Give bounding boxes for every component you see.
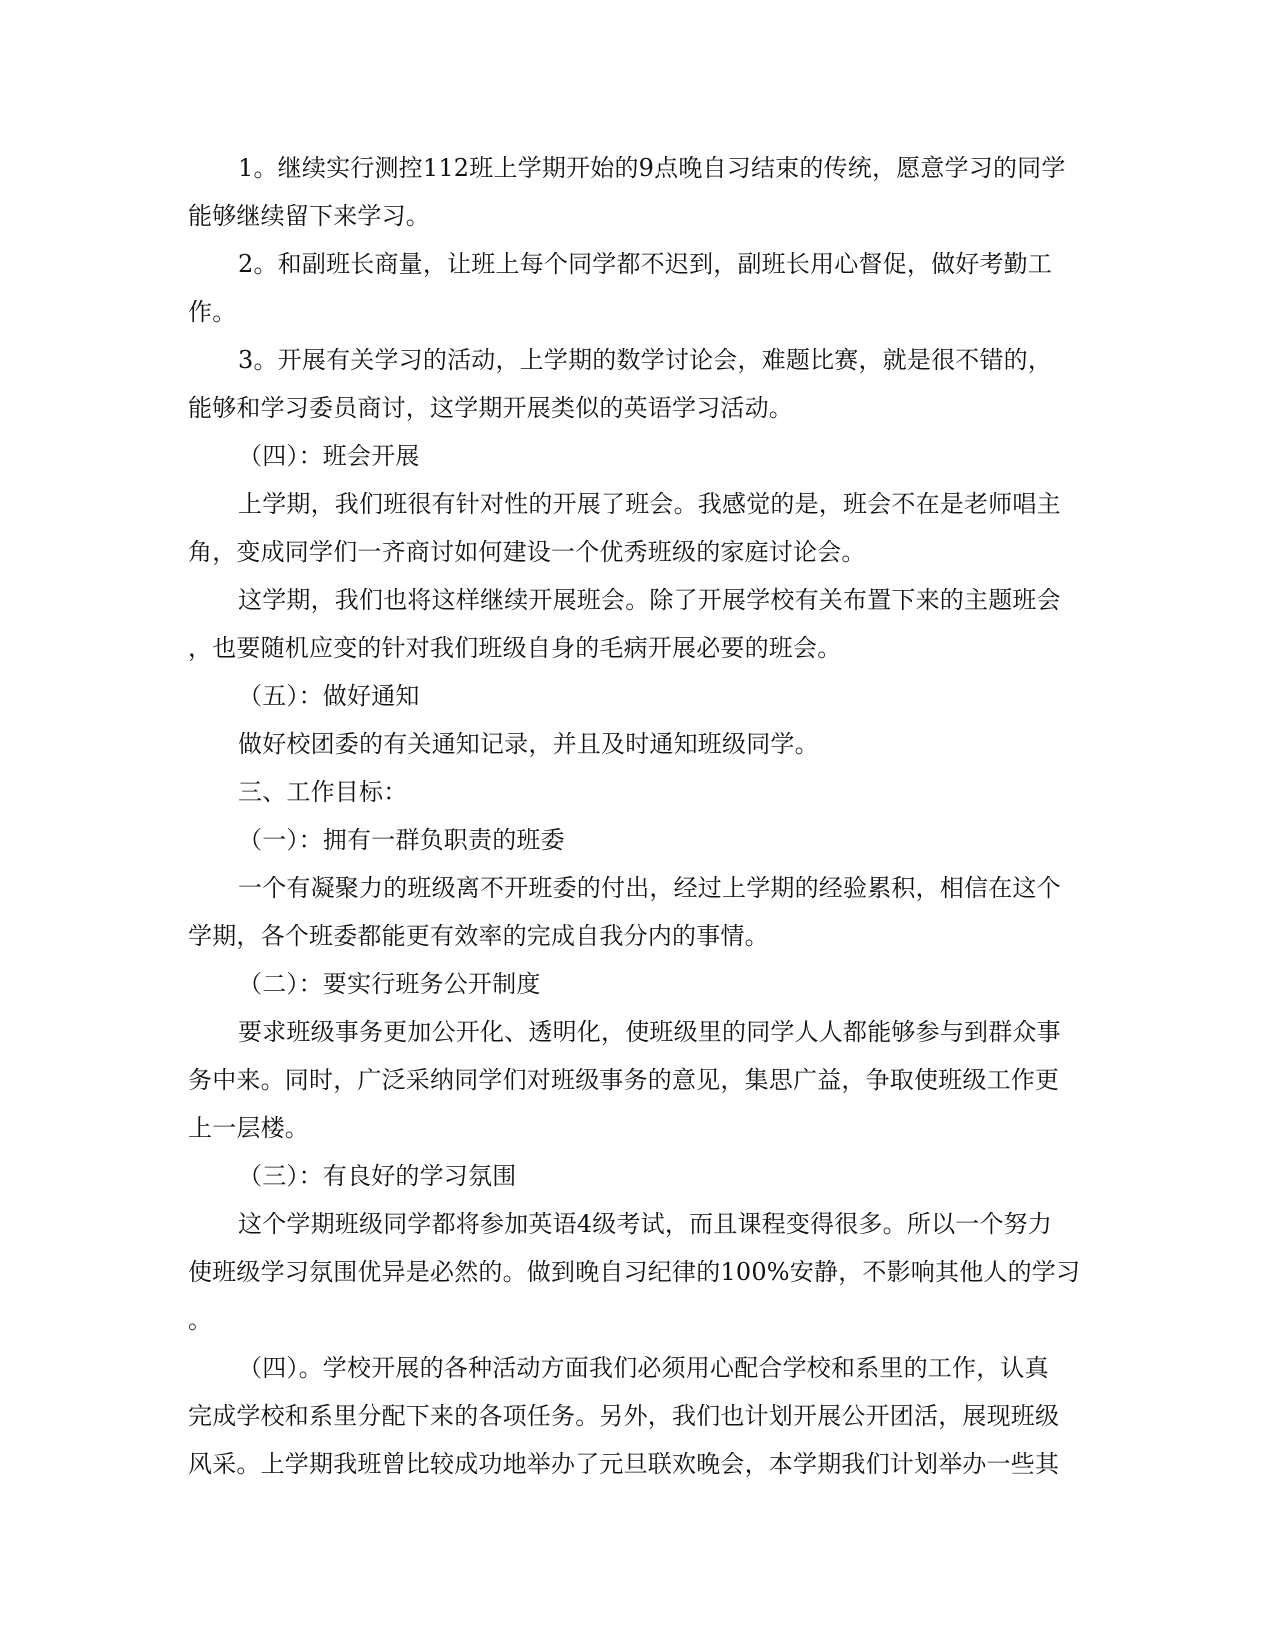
- text-line: （二）：要实行班务公开制度: [238, 970, 541, 998]
- text-line: 作。: [188, 298, 237, 326]
- text-line: 学期，各个班委都能更有效率的完成自我分内的事情。: [188, 922, 769, 950]
- text-line: ，也要随机应变的针对我们班级自身的毛病开展必要的班会。: [188, 634, 842, 662]
- text-line: 要求班级事务更加公开化、透明化，使班级里的同学人人都能够参与到群众事: [238, 1018, 1061, 1046]
- text-line: 。: [188, 1306, 213, 1334]
- text-line: 上一层楼。: [188, 1114, 309, 1142]
- text-line: （一）：拥有一群负职责的班委: [238, 826, 565, 854]
- text-line: （四）。学校开展的各种活动方面我们必须用心配合学校和系里的工作，认真: [238, 1354, 1049, 1382]
- text-line: 一个有凝聚力的班级离不开班委的付出，经过上学期的经验累积，相信在这个: [238, 874, 1061, 902]
- document-body: [188, 144, 1088, 1488]
- text-line: 上学期，我们班很有针对性的开展了班会。我感觉的是，班会不在是老师唱主: [238, 490, 1061, 518]
- text-line: 使班级学习氛围优异是必然的。做到晚自习纪律的100%安静，不影响其他人的学习: [188, 1258, 1081, 1286]
- text-line: 三、工作目标：: [238, 778, 408, 806]
- text-line: 务中来。同时，广泛采纳同学们对班级事务的意见，集思广益，争取使班级工作更: [188, 1066, 1060, 1094]
- text-line: 完成学校和系里分配下来的各项任务。另外，我们也计划开展公开团活，展现班级: [188, 1402, 1060, 1430]
- text-line: 角，变成同学们一齐商讨如何建设一个优秀班级的家庭讨论会。: [188, 538, 866, 566]
- text-line: （五）：做好通知: [238, 682, 420, 710]
- text-line: 1。继续实行测控112班上学期开始的9点晚自习结束的传统，愿意学习的同学: [238, 154, 1066, 182]
- text-line: （三）：有良好的学习氛围: [238, 1162, 517, 1190]
- text-line: 3。开展有关学习的活动，上学期的数学讨论会，难题比赛，就是很不错的，: [238, 346, 1053, 374]
- text-line: 2。和副班长商量，让班上每个同学都不迟到，副班长用心督促，做好考勤工: [238, 250, 1053, 278]
- text-line: （四）：班会开展: [238, 442, 420, 470]
- text-line: 风采。上学期我班曾比较成功地举办了元旦联欢晚会，本学期我们计划举办一些其: [188, 1450, 1060, 1478]
- text-line: 能够和学习委员商讨，这学期开展类似的英语学习活动。: [188, 394, 793, 422]
- text-line: 这个学期班级同学都将参加英语4级考试，而且课程变得很多。所以一个努力: [238, 1210, 1053, 1238]
- text-line: 这学期，我们也将这样继续开展班会。除了开展学校有关布置下来的主题班会: [238, 586, 1061, 614]
- text-line: 能够继续留下来学习。: [188, 202, 430, 230]
- text-line: 做好校团委的有关通知记录，并且及时通知班级同学。: [238, 730, 819, 758]
